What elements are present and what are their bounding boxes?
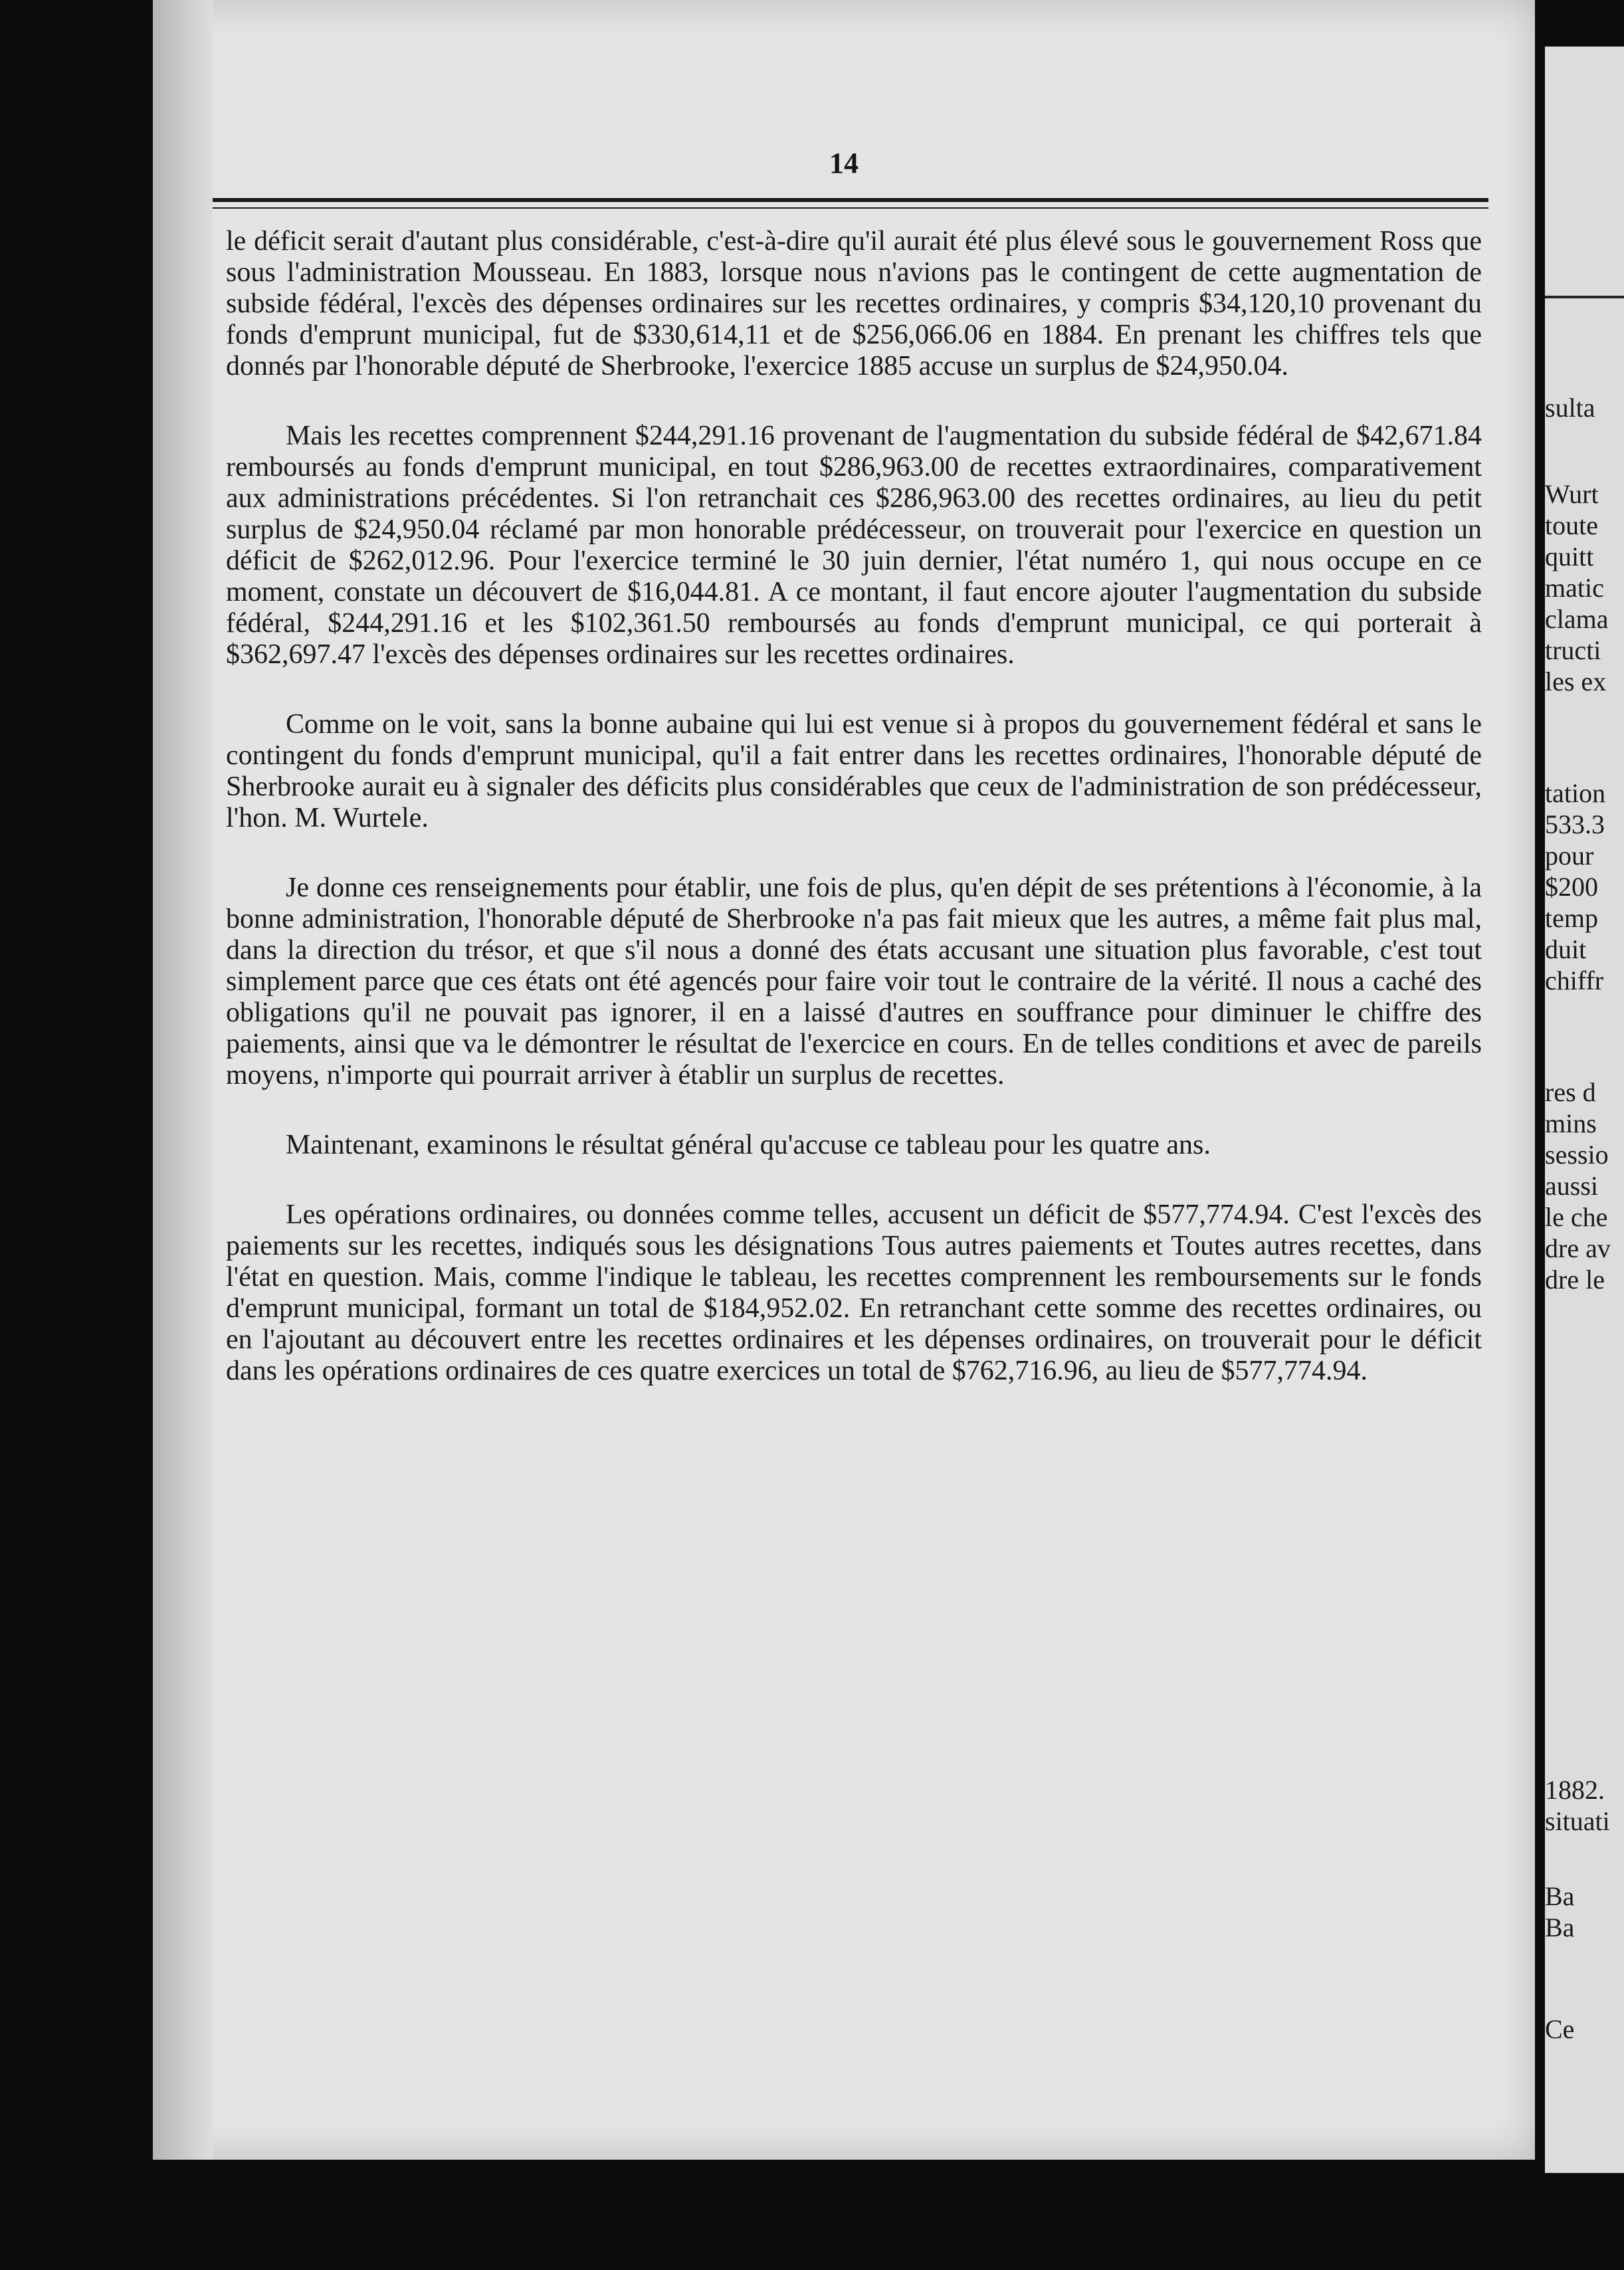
facing-page-edge	[1545, 47, 1624, 2173]
paragraph: Je donne ces renseignements pour établir, une fois de plus, qu'en dépit de ses prétentions à l'économie, à la bonne administration, l'honorable député de Sherbrooke n'a pas fait mieux que les autres, a même fait plus mal, dans la direction du trésor, et que s'il nous a donné des états accusant une situation plus favorable, c'est tout simplement parce que ces états ont été agencés pour faire voir tout le contraire de la vérité. Il nous a caché des obligations qu'il ne pouvait pas ignorer, il en a laissé d'autres en souffrance pour diminuer le chiffre des paiements, ainsi que va le démontrer le résultat de l'exercice en cours. En de telles conditions et avec de pareils moyens, n'importe qui pourrait arriver à établir un surplus de recettes.	[226, 873, 1482, 1090]
facing-fragment: 1882.	[1545, 1775, 1605, 1805]
facing-fragment: Wurt	[1545, 479, 1599, 509]
paragraph: Mais les recettes comprennent $244,291.16 provenant de l'augmentation du subside fédéral de $42,671.84 remboursés au fonds d'emprunt municipal, en tout $286,963.00 de recettes extraordinaires, comparativement aux administrations précédentes. Si l'on retranchait ces $286,963.00 des recettes ordinaires, au lieu du petit surplus de $24,950.04 réclamé par mon honorable prédécesseur, on trouverait pour l'exercice en question un déficit de $262,012.96. Pour l'exercice terminé le 30 juin dernier, l'état numéro 1, qui nous occupe en ce moment, constate un découvert de $16,044.81. A ce montant, il faut encore ajouter l'augmentation du subside fédéral, $244,291.16 et les $102,361.50 remboursés au fonds d'emprunt municipal, ce qui porterait à $362,697.47 l'excès des dépenses ordinaires sur les recettes ordinaires.	[226, 421, 1482, 670]
document-page	[153, 0, 1535, 2160]
facing-fragment: dre av	[1545, 1233, 1611, 1263]
facing-fragment: pour	[1545, 841, 1594, 871]
paragraph: Comme on le voit, sans la bonne aubaine qui lui est venue si à propos du gouvernement fédéral et sans le contingent du fonds d'emprunt municipal, qu'il a fait entrer dans les recettes ordinaires, l'honorable député de Sherbrooke aurait eu à signaler des déficits plus considérables que ceux de l'administration de son prédécesseur, l'hon. M. Wurtele.	[226, 709, 1482, 833]
facing-fragment: res d	[1545, 1077, 1596, 1107]
facing-fragment: chiffr	[1545, 966, 1604, 995]
facing-fragment: le che	[1545, 1202, 1608, 1232]
facing-fragment: toute	[1545, 510, 1598, 540]
facing-fragment: Ba	[1545, 1881, 1575, 1911]
facing-fragment: matic	[1545, 573, 1604, 603]
paragraph: le déficit serait d'autant plus considérable, c'est-à-dire qu'il aurait été plus élevé sous le gouvernement Ross que sous l'administration Mousseau. En 1883, lorsque nous n'avions pas le contingent de cette augmentation de subside fédéral, l'excès des dépenses ordinaires sur les recettes ordinaires, y compris $34,120,10 provenant du fonds d'emprunt municipal, fut de $330,614,11 et de $256,066.06 en 1884. En prenant les chiffres tels que donnés par l'honorable député de Sherbrooke, l'exercice 1885 accuse un surplus de $24,950.04.	[226, 226, 1482, 381]
facing-fragment: tructi	[1545, 635, 1601, 665]
facing-fragment: temp	[1545, 903, 1598, 933]
facing-fragment: tation	[1545, 778, 1606, 808]
facing-fragment: Ce	[1545, 2014, 1575, 2044]
facing-fragment: dre le	[1545, 1265, 1605, 1294]
facing-fragment: situati	[1545, 1806, 1610, 1836]
facing-fragment: clama	[1545, 604, 1609, 634]
facing-fragment: sulta	[1545, 393, 1595, 423]
header-rule	[213, 198, 1488, 202]
facing-fragment: duit	[1545, 934, 1587, 964]
body-text	[226, 226, 1482, 1425]
facing-fragment: sessio	[1545, 1140, 1609, 1170]
facing-fragment: les ex	[1545, 667, 1607, 696]
header-rule-thin	[213, 207, 1488, 209]
paragraph: Maintenant, examinons le résultat général qu'accuse ce tableau pour les quatre ans.	[286, 1130, 1211, 1160]
facing-fragment: 533.3	[1545, 809, 1605, 839]
facing-fragment: mins	[1545, 1108, 1597, 1138]
facing-fragment: Ba	[1545, 1912, 1575, 1942]
page-binding-edge	[153, 0, 213, 2160]
facing-fragment: aussi	[1545, 1171, 1598, 1201]
facing-fragment: $200	[1545, 872, 1598, 902]
facing-page-rule	[1545, 296, 1624, 298]
facing-fragment: quitt	[1545, 542, 1594, 571]
page-number: 14	[829, 147, 859, 179]
paragraph: Les opérations ordinaires, ou données comme telles, accusent un déficit de $577,774.94. C'est l'excès des paiements sur les recettes, indiqués sous les désignations Tous autres paiements et Toutes autres recettes, dans l'état en question. Mais, comme l'indique le tableau, les recettes comprennent les remboursements sur le fonds d'emprunt municipal, formant un total de $184,952.02. En retranchant cette somme des recettes ordinaires, ou en l'ajoutant au découvert entre les recettes ordinaires et les dépenses ordinaires, on trouverait pour le déficit dans les opérations ordinaires de ces quatre exercices un total de $762,716.96, au lieu de $577,774.94.	[226, 1199, 1482, 1386]
